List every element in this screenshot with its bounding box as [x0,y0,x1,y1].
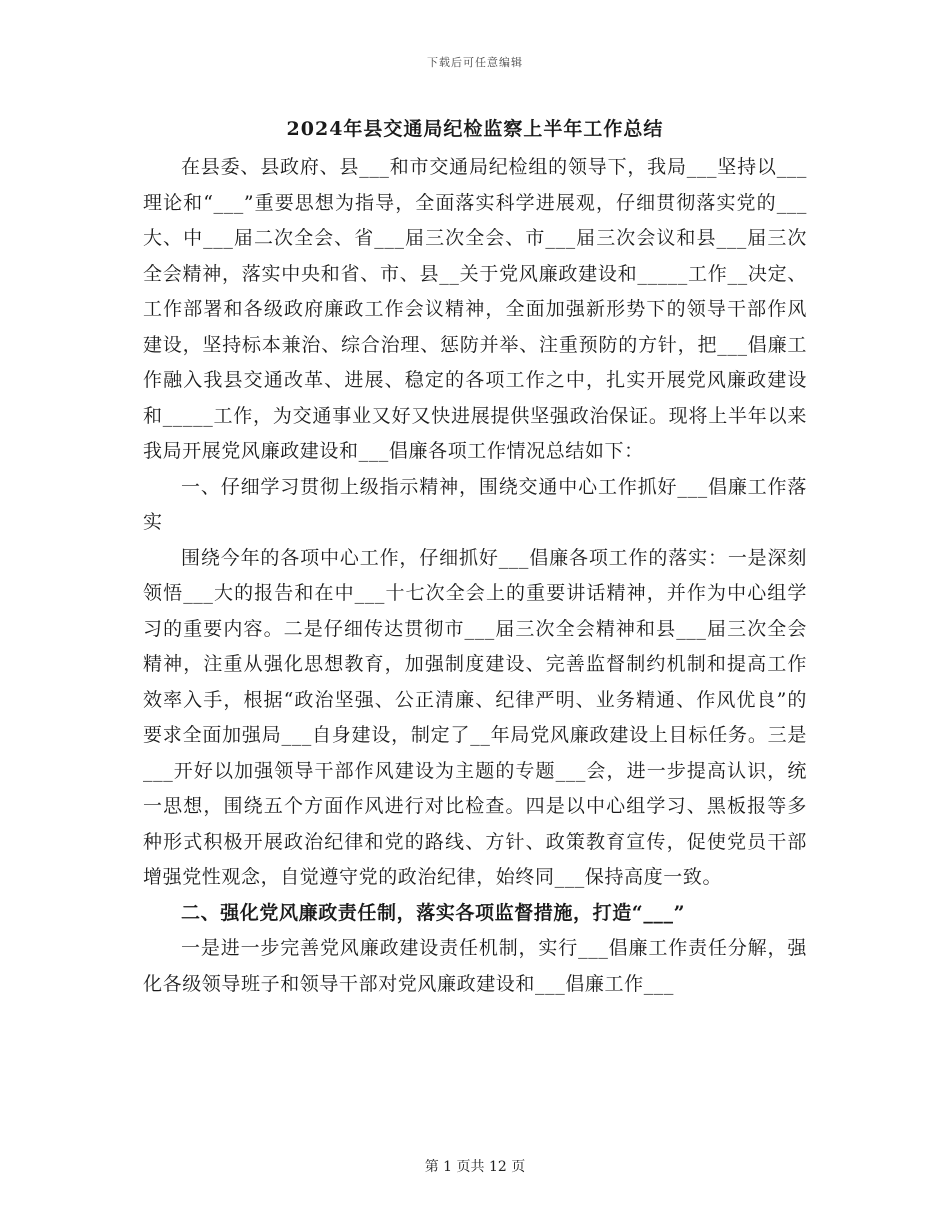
intro-paragraph: 在县委、县政府、县___和市交通局纪检组的领导下，我局___坚持以___理论和“___”重要思想为指导，全面落实科学进展观，仔细贯彻落实党的___大、中___届二次全会、省___届三次全会、市___届三次会议和县___届三次全会精神，落实中央和省、市、县__关于党风廉政建设和_____工作__决定、工作部署和各级政府廉政工作会议精神，全面加强新形势下的领导干部作风建设，坚持标本兼治、综合治理、惩防并举、注重预防的方针，把___倡廉工作融入我县交通改革、进展、稳定的各项工作之中，扎实开展党风廉政建设和_____工作，为交通事业又好又快进展提供坚强政治保证。现将上半年以来我局开展党风廉政建设和___倡廉各项工作情况总结如下： [143,156,807,462]
section-one-paragraph: 围绕今年的各项中心工作，仔细抓好___倡廉各项工作的落实：一是深刻领悟___大的报告和在中___十七次全会上的重要讲话精神，并作为中心组学习的重要内容。二是仔细传达贯彻市___届三次全会精神和县___届三次全会精神，注重从强化思想教育，加强制度建设、完善监督制约机制和提高工作效率入手，根据“政治坚强、公正清廉、纪律严明、业务精通、作风优良”的要求全面加强局___自身建设，制定了__年局党风廉政建设上目标任务。三是___开好以加强领导干部作风建设为主题的专题___会，进一步提高认识，统一思想，围绕五个方面作风进行对比检查。四是以中心组学习、黑板报等多种形式积极开展政治纪律和党的路线、方针、政策教育宣传，促使党员干部增强党性观念，自觉遵守党的政治纪律，始终同___保持高度一致。 [143,546,807,888]
section-one-heading: 一、仔细学习贯彻上级指示精神，围绕交通中心工作抓好___倡廉工作落实 [143,475,807,533]
page-number-indicator: 第 1 页共 12 页 [424,1159,526,1175]
document-title: 2024年县交通局纪检监察上半年工作总结 [286,118,664,140]
page-header-note: 下载后可任意编辑 [427,56,523,69]
section-two-heading: 二、强化党风廉政责任制，落实各项监督措施，打造“___” [181,901,686,924]
section-two-paragraph: 一是进一步完善党风廉政建设责任机制，实行___倡廉工作责任分解，强化各级领导班子和领导干部对党风廉政建设和___倡廉工作___ [143,937,807,995]
document-body [143,150,807,1002]
